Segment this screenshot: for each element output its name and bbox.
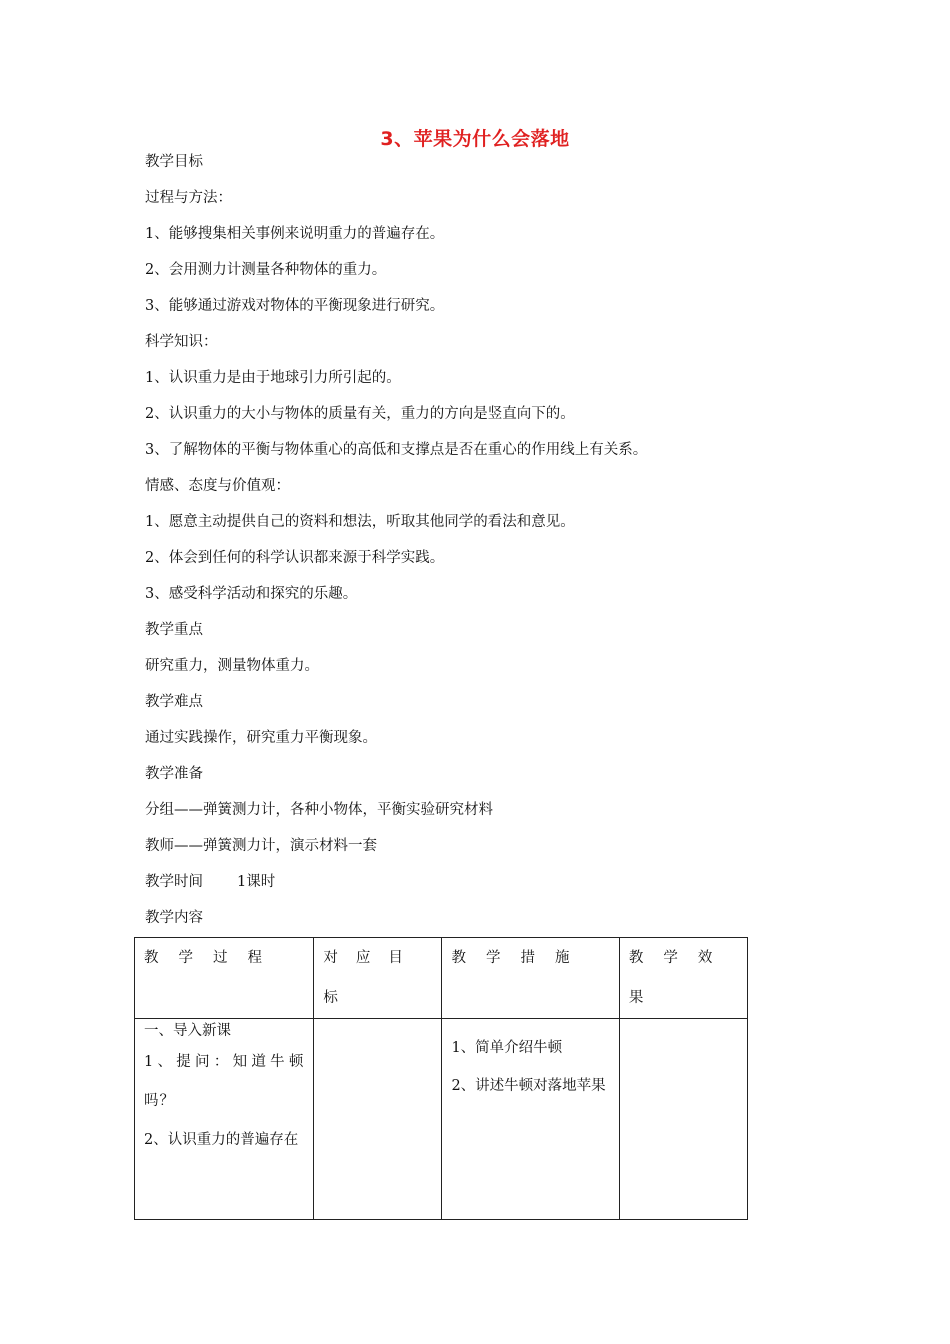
heading-difficulties: 教学难点 [145,694,203,710]
preparation-teacher: 教师——弹簧测力计，演示材料一套 [145,838,377,854]
process-step-0: 一、导入新课 [144,1023,231,1039]
table-header-row [135,938,748,1019]
heading-teaching-goals: 教学目标 [145,154,203,170]
cell-process [135,1019,314,1220]
heading-preparation: 教学准备 [145,766,203,782]
knowledge-item-2: 2、认识重力的大小与物体的质量有关，重力的方向是竖直向下的。 [145,406,575,422]
preparation-group: 分组——弹簧测力计，各种小物体，平衡实验研究材料 [145,802,493,818]
cell-effect [619,1019,747,1220]
process-step-1: 1、提问：知道牛顿吗？ [144,1054,305,1109]
attitude-item-2: 2、体会到任何的科学认识都来源于科学实践。 [145,550,445,566]
header-teaching-measures: 教学措施 [442,938,619,1019]
subheading-attitude-values: 情感、态度与价值观： [145,478,290,494]
attitude-item-1: 1、愿意主动提供自己的资料和想法，听取其他同学的看法和意见。 [145,514,575,530]
key-points-text: 研究重力，测量物体重力。 [145,658,319,674]
document-title: 3、苹果为什么会落地 [380,128,570,150]
subheading-process-method: 过程与方法： [145,190,232,206]
heading-key-points: 教学重点 [145,622,203,638]
teaching-time-value: 1课时 [237,874,276,890]
table-row [135,1019,748,1220]
measure-0: 1、简单介绍牛顿 [451,1040,563,1056]
cell-goal [314,1019,442,1220]
knowledge-item-3: 3、了解物体的平衡与物体重心的高低和支撑点是否在重心的作用线上有关系。 [145,442,648,458]
attitude-item-3: 3、感受科学活动和探究的乐趣。 [145,586,358,602]
difficulties-text: 通过实践操作，研究重力平衡现象。 [145,730,377,746]
teaching-plan-table [134,937,748,1220]
cell-measures [442,1019,619,1220]
header-teaching-effect: 教学效果 [619,938,747,1019]
process-item-2: 2、会用测力计测量各种物体的重力。 [145,262,387,278]
knowledge-item-1: 1、认识重力是由于地球引力所引起的。 [145,370,401,386]
teaching-time-label: 教学时间 [145,874,203,890]
measure-1: 2、讲述牛顿对落地苹果 [451,1078,606,1094]
process-step-2: 2、认识重力的普遍存在 [144,1132,299,1148]
header-corresponding-goal: 对应目标 [314,938,442,1019]
header-teaching-process: 教学过程 [135,938,314,1019]
process-item-3: 3、能够通过游戏对物体的平衡现象进行研究。 [145,298,445,314]
teaching-time [145,872,275,892]
process-item-1: 1、能够搜集相关事例来说明重力的普遍存在。 [145,226,445,242]
heading-teaching-content: 教学内容 [145,910,203,926]
subheading-science-knowledge: 科学知识： [145,334,218,350]
